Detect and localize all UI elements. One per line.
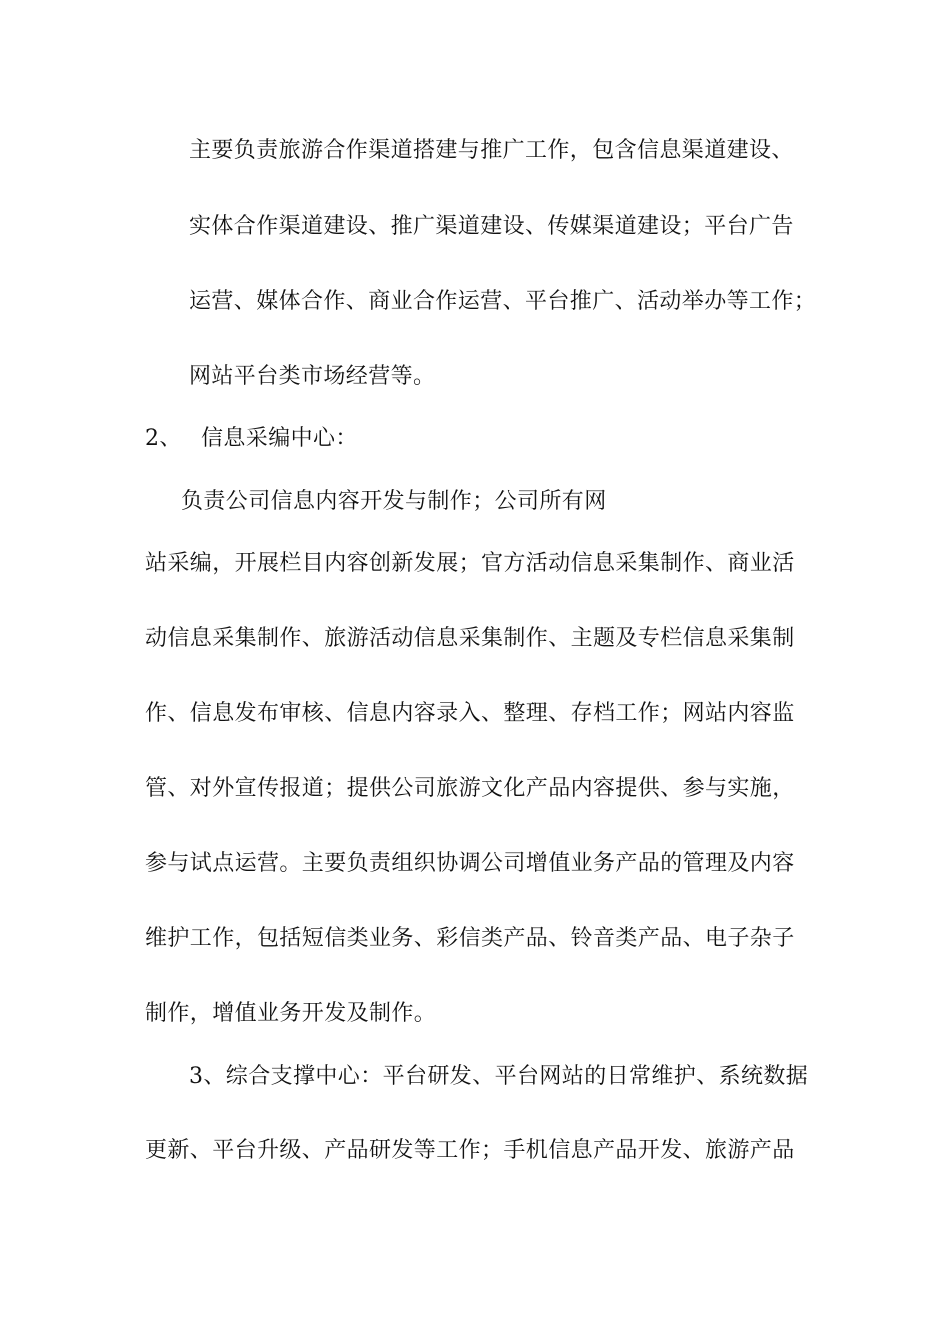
paragraph-line: 3、综合支撑中心：平台研发、平台网站的日常维护、系统数据 [189, 1064, 809, 1089]
paragraph-line: 作、信息发布审核、信息内容录入、整理、存档工作；网站内容监 [145, 701, 795, 726]
paragraph-line: 主要负责旅游合作渠道搭建与推广工作，包含信息渠道建设、 [189, 138, 794, 163]
paragraph-line: 维护工作，包括短信类业务、彩信类产品、铃音类产品、电子杂子 [145, 926, 795, 951]
paragraph-line: 站采编，开展栏目内容创新发展；官方活动信息采集制作、商业活 [145, 551, 795, 576]
paragraph-line: 运营、媒体合作、商业合作运营、平台推广、活动举办等工作； [189, 289, 817, 314]
paragraph-line: 网站平台类市场经营等。 [189, 364, 436, 389]
paragraph-line: 参与试点运营。主要负责组织协调公司增值业务产品的管理及内容 [145, 851, 795, 876]
paragraph-line: 管、对外宣传报道；提供公司旅游文化产品内容提供、参与实施， [145, 776, 795, 801]
paragraph-line: 制作，增值业务开发及制作。 [145, 1001, 437, 1026]
paragraph-line: 负责公司信息内容开发与制作；公司所有网 [181, 489, 607, 514]
section-heading: 信息采编中心： [201, 426, 358, 451]
paragraph-line: 实体合作渠道建设、推广渠道建设、传媒渠道建设；平台广告 [189, 214, 794, 239]
paragraph-line: 动信息采集制作、旅游活动信息采集制作、主题及专栏信息采集制 [145, 626, 795, 651]
section-number: 2、 [145, 426, 182, 451]
paragraph-line: 更新、平台升级、产品研发等工作；手机信息产品开发、旅游产品 [145, 1138, 795, 1163]
